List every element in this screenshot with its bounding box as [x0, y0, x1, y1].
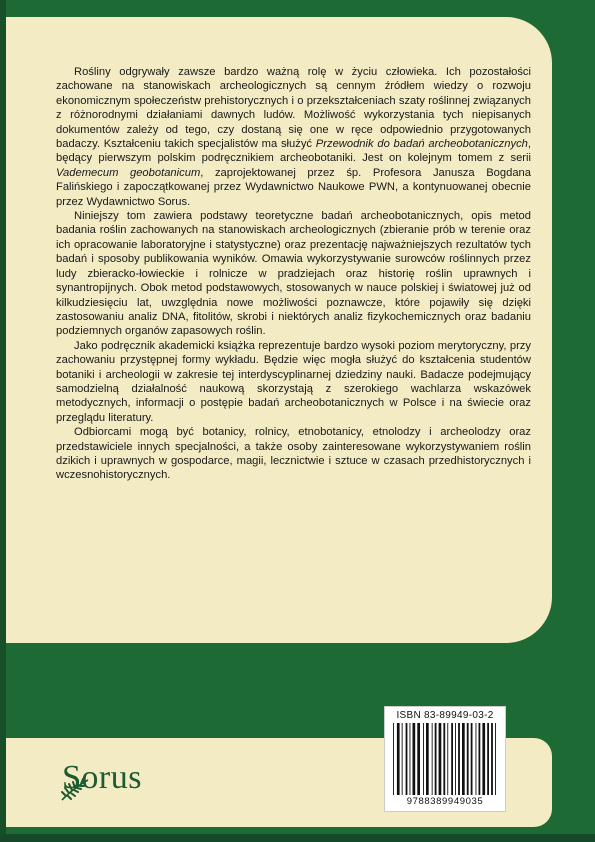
- barcode-bar: [467, 723, 469, 795]
- barcode-bar: [432, 723, 433, 795]
- blurb-paragraph: [56, 425, 531, 483]
- barcode-bar: [435, 723, 437, 795]
- text-run: Rośliny odgrywały zawsze bardzo ważną rolę w życiu człowieka. Ich pozostałości zachowane na stanowiskach archeologicznych są cennym źródłem wiedzy o rozwoju ekonomicznym społeczeństw prehistorycznych i o przekształceniach szaty roślinnej związanych z różnorodnymi działaniami dawnych ludów. Możliwość wykorzystania tych niepisanych dokumentów zależy od tego, czy dostaną się one w ręce odpowiednio przygotowanych badaczy. Kształceniu takich specjalistów ma służyć: [56, 66, 531, 151]
- text-run: Odbiorcami mogą być botanicy, rolnicy, etnobotanicy, etnolodzy i archeolodzy oraz przedstawiciele innych specjalności, a także osoby zainteresowane wykorzystywaniem roślin dzikich i uprawnych w gospodarce, magii, lecznictwie i sztuce w czasach przedhistorycznych i wczesnohistorycznych.: [56, 426, 531, 482]
- barcode-bar: [451, 723, 453, 795]
- isbn-barcode-box: [384, 706, 506, 812]
- title-italic: Przewodnik do badań archeobotanicznych: [315, 138, 528, 151]
- barcode-bar: [402, 723, 403, 795]
- text-run: Niniejszy tom zawiera podstawy teoretyczne badań archeobotanicznych, opis metod badania roślin zachowanych na stanowiskach archeologicznych (zbieranie prób w terenie oraz ich opracowanie laboratoryjne i statystyczne) oraz prezentację najważniejszych rezultatów tych badań i sposoby publikowania wyników. Omawia wykorzystywanie surowców roślinnych przez ludy zbieracko-łowieckie i rolnicze w pradziejach oraz historię roślin uprawnych i synantropijnych. Obok metod podstawowych, stosowanych w nauce polskiej i światowej już od kilkudziesięciu lat, uwzględnia nowe możliwości poznawcze, które pojawiły się dzięki zastosowaniu analiz DNA, fitolitów, skrobi i niektórych analiz fizykochemicznych oraz badaniu podziemnych organów zapasowych roślin.: [56, 210, 531, 338]
- barcode-bar: [410, 723, 411, 795]
- barcode-bar: [443, 723, 445, 795]
- bottom-edge: [0, 834, 595, 842]
- barcode-bar: [397, 723, 400, 795]
- barcode-bar: [455, 723, 456, 795]
- barcode-bar: [487, 723, 489, 795]
- barcode-bar: [495, 723, 496, 795]
- barcode-bar: [393, 723, 394, 795]
- text-run: , będący pierwszym polskim podręcznikiem archeobotaniki. Jest on kolejnym tomem z serii: [56, 138, 532, 165]
- barcode: [391, 723, 499, 795]
- barcode-bar: [423, 723, 424, 795]
- publisher-logo: [60, 756, 200, 806]
- text-run: Jako podręcznik akademicki książka reprezentuje bardzo wysoki poziom merytoryczny, przy zachowaniu przystępnej formy wykładu. Będzie więc mogła służyć do kształcenia studentów botaniki i archeologii w zakresie tej interdyscyplinarnej dziedziny nauki. Badacze podejmujący samodzielną działalność naukową skorzystają z szerokiego wachlarza wskazówek metodycznych, informacji o postępie badań archeobotanicznych w Polsce i na świecie oraz przeglądu literatury.: [56, 339, 531, 424]
- barcode-bar: [417, 723, 420, 795]
- publisher-name: Sorus: [62, 759, 142, 796]
- barcode-bar: [471, 723, 473, 795]
- barcode-bar: [406, 723, 408, 795]
- blurb-text: [56, 65, 531, 483]
- barcode-bar: [413, 723, 416, 795]
- barcode-bar: [462, 723, 465, 795]
- blurb-paragraph: [56, 209, 531, 339]
- barcode-bar: [439, 723, 442, 795]
- barcode-bar: [479, 723, 481, 795]
- barcode-bar: [482, 723, 485, 795]
- isbn-label: ISBN 83-89949-03-2: [396, 710, 494, 721]
- text-run: , zaprojektowanej przez śp. Profesora Janusza Bogdana Falińskiego i zapoczątkowanej przez Wydawnictwo Naukowe PWN, a kontynuowanej obecnie przez Wydawnictwo Sorus.: [56, 166, 531, 208]
- barcode-bar: [458, 723, 460, 795]
- blurb-paragraph: [56, 339, 531, 425]
- title-italic: Vademecum geobotanicum: [56, 166, 201, 179]
- blurb-paragraph: [56, 65, 531, 209]
- barcode-bar: [476, 723, 477, 795]
- barcode-bar: [447, 723, 448, 795]
- ean-digits: 9788389949035: [406, 796, 484, 807]
- barcode-bar: [426, 723, 429, 795]
- barcode-bar: [491, 723, 493, 795]
